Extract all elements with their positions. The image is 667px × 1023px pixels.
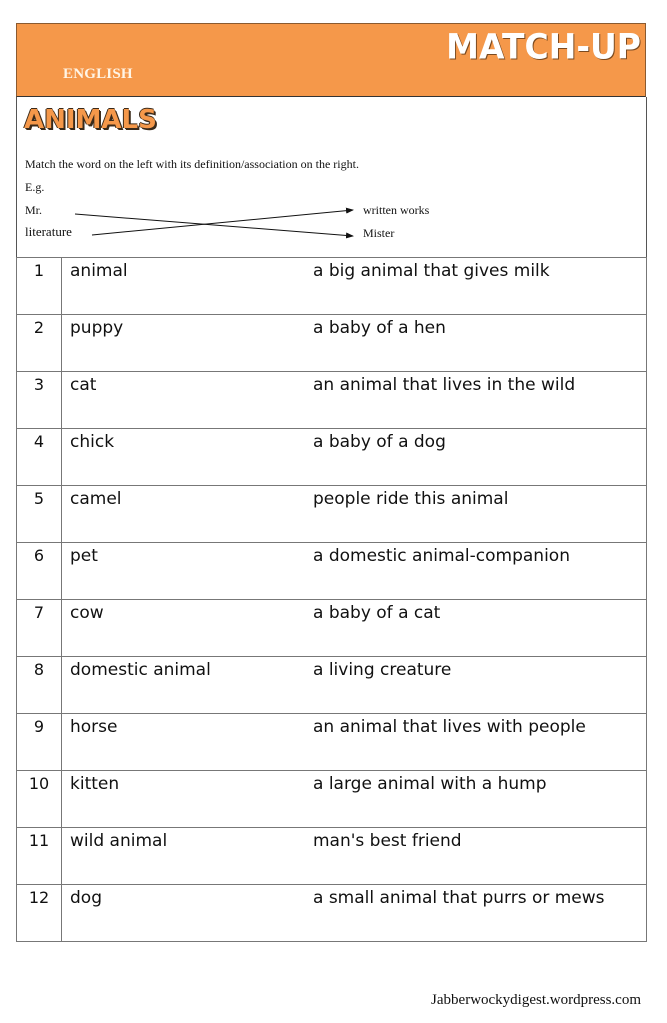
- definition-cell: a small animal that purrs or mews: [313, 885, 647, 942]
- word-cell: domestic animal: [62, 657, 314, 714]
- row-number: 1: [17, 258, 62, 315]
- arrow-literature-to-written-works: [92, 210, 353, 235]
- subject-label: ENGLISH: [63, 66, 133, 82]
- topic-title: ANIMALS: [24, 105, 157, 135]
- table-row: [17, 258, 647, 315]
- example-right-def-1: written works: [363, 203, 430, 217]
- example-left-word-1: Mr.: [25, 203, 43, 217]
- word-cell: cat: [62, 372, 314, 429]
- table-row: [17, 600, 647, 657]
- row-number: 9: [17, 714, 62, 771]
- word-cell: pet: [62, 543, 314, 600]
- definition-cell: a baby of a cat: [313, 600, 647, 657]
- word-cell: animal: [62, 258, 314, 315]
- example-left-word-2: literature: [25, 224, 72, 239]
- word-cell: wild animal: [62, 828, 314, 885]
- row-number: 2: [17, 315, 62, 372]
- row-number: 7: [17, 600, 62, 657]
- definition-cell: people ride this animal: [313, 486, 647, 543]
- definition-cell: a domestic animal-companion: [313, 543, 647, 600]
- table-row: [17, 885, 647, 942]
- matching-table: [16, 257, 647, 942]
- worksheet-header: [16, 23, 646, 97]
- definition-cell: a living creature: [313, 657, 647, 714]
- table-row: [17, 714, 647, 771]
- definition-cell: a baby of a dog: [313, 429, 647, 486]
- row-number: 5: [17, 486, 62, 543]
- example-arrows-diagram: [17, 97, 648, 257]
- table-row: [17, 543, 647, 600]
- word-cell: horse: [62, 714, 314, 771]
- row-number: 3: [17, 372, 62, 429]
- word-cell: kitten: [62, 771, 314, 828]
- row-number: 8: [17, 657, 62, 714]
- word-cell: cow: [62, 600, 314, 657]
- row-number: 4: [17, 429, 62, 486]
- word-cell: puppy: [62, 315, 314, 372]
- row-number: 10: [17, 771, 62, 828]
- table-row: [17, 429, 647, 486]
- definition-cell: an animal that lives with people: [313, 714, 647, 771]
- table-row: [17, 657, 647, 714]
- table-row: [17, 486, 647, 543]
- row-number: 11: [17, 828, 62, 885]
- table-row: [17, 372, 647, 429]
- example-label: E.g.: [25, 180, 45, 194]
- row-number: 6: [17, 543, 62, 600]
- worksheet-type-title: MATCH-UP: [446, 26, 641, 67]
- table-row: [17, 315, 647, 372]
- definition-cell: an animal that lives in the wild: [313, 372, 647, 429]
- row-number: 12: [17, 885, 62, 942]
- word-cell: dog: [62, 885, 314, 942]
- table-row: [17, 771, 647, 828]
- definition-cell: a baby of a hen: [313, 315, 647, 372]
- table-row: [17, 828, 647, 885]
- word-cell: chick: [62, 429, 314, 486]
- definition-cell: man's best friend: [313, 828, 647, 885]
- definition-cell: a large animal with a hump: [313, 771, 647, 828]
- instructions-section: [16, 97, 647, 257]
- footer-credit: Jabberwockydigest.wordpress.com: [431, 992, 641, 1008]
- word-cell: camel: [62, 486, 314, 543]
- definition-cell: a big animal that gives milk: [313, 258, 647, 315]
- example-right-def-2: Mister: [363, 226, 395, 240]
- instruction-text: Match the word on the left with its definition/association on the right.: [25, 157, 359, 171]
